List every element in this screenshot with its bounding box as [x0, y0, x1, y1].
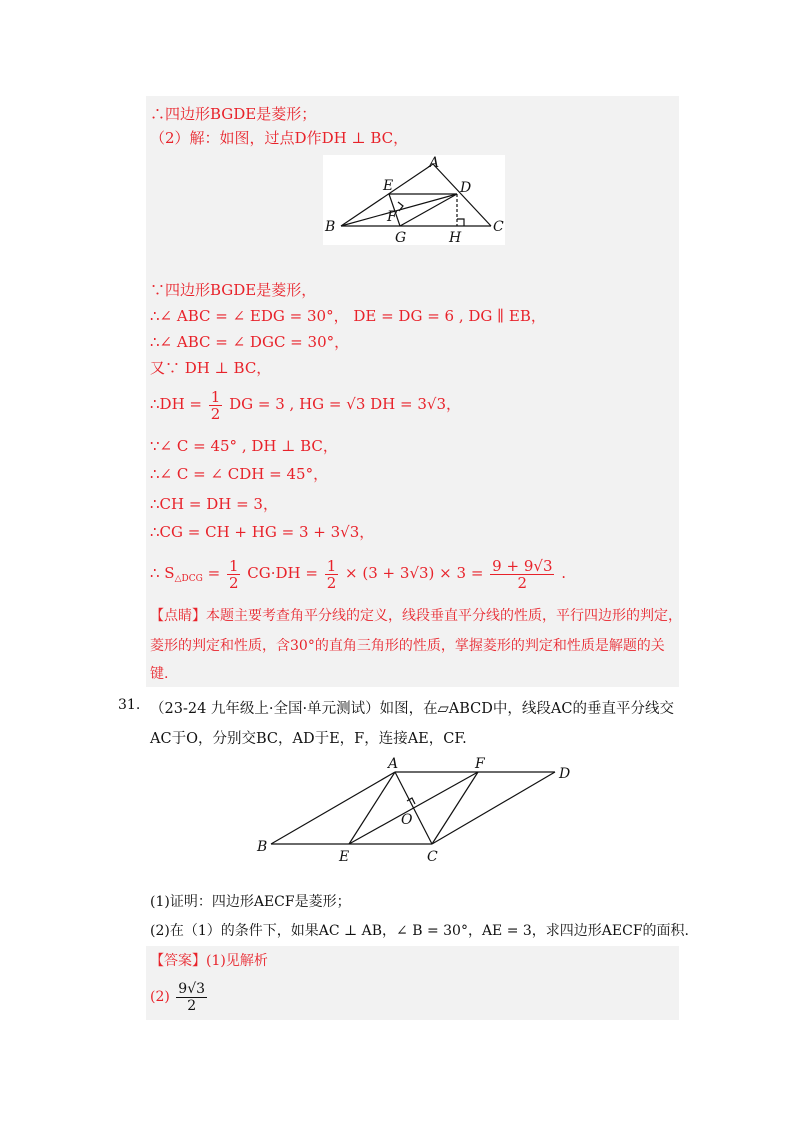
answer-line-1: 【答案】(1)见解析 [150, 953, 268, 969]
solution-line-5: ∴∠ ABC = ∠ DGC = 30°， [150, 333, 350, 351]
label-F: F [387, 209, 397, 225]
label-G: G [395, 230, 407, 245]
label-O: O [401, 812, 413, 828]
question-part-1: (1)证明：四边形AECF是菱形； [150, 894, 351, 910]
figure-parallelogram-abcd [255, 752, 605, 867]
question-line-2: AC于O，分别交BC，AD于E，F，连接AE，CF. [150, 731, 467, 747]
solution-line-9: ∴∠ C = ∠ CDH = 45°， [150, 465, 329, 483]
question-number: 31. [118, 697, 141, 713]
solution-line-2: （2）解：如图，过点D作DH ⊥ BC， [150, 129, 409, 147]
solution-line-3: ∵四边形BGDE是菱形， [150, 281, 317, 299]
label-C: C [427, 849, 438, 865]
label-E: E [383, 178, 394, 194]
label-B: B [325, 219, 336, 235]
question-line-1: （23-24 九年级上·全国·单元测试）如图，在▱ABCD中，线段AC的垂直平分线交 [150, 701, 674, 717]
dianjing-line-1: 【点睛】本题主要考查角平分线的定义，线段垂直平分线的性质，平行四边形的判定， [150, 608, 682, 624]
label-C: C [493, 219, 504, 235]
dianjing-line-2: 菱形的判定和性质，含30°的直角三角形的性质，掌握菱形的判定和性质是解题的关 [150, 638, 665, 654]
solution-line-10: ∴CH = DH = 3， [150, 495, 278, 513]
question-part-2: (2)在（1）的条件下，如果AC ⊥ AB，∠ B = 30°，AE = 3，求四边形AECF的面积. [150, 923, 690, 939]
solution-line-8: ∵∠ C = 45° , DH ⊥ BC， [150, 437, 338, 455]
label-B: B [257, 839, 268, 855]
solution-line-6: 又∵ DH ⊥ BC， [150, 359, 272, 377]
answer-line-2: (2) $\frac{9√3}{2}$ [150, 980, 206, 1014]
label-D: D [559, 766, 571, 782]
label-H: H [449, 230, 462, 245]
solution-line-11: ∴CG = CH + HG = 3 + 3√3， [150, 523, 375, 541]
label-A: A [388, 756, 399, 772]
label-A: A [429, 155, 440, 171]
label-F: F [475, 756, 485, 772]
label-D: D [460, 180, 472, 196]
figure-rhombus-bgde [323, 155, 505, 245]
solution-line-12: ∴ $S_{\triangle DCG}$ = $\frac{1}{2}$ CG·DH = $\frac{1}{2}$ × (3 + 3√3) × 3 = $\frac{9 + 9√3}{2}$ . [150, 556, 567, 592]
solution-line-1: ∴四边形BGDE是菱形； [150, 105, 317, 123]
answer-tag: 【答案】 [150, 953, 206, 969]
dianjing-tag: 【点睛】 [150, 608, 206, 624]
dianjing-line-3: 键. [150, 666, 169, 682]
solution-line-4: ∴∠ ABC = ∠ EDG = 30°， DE = DG = 6 , DG ∥ EB， [150, 307, 546, 325]
solution-line-7: ∴DH = $\frac{1}{2}$ DG = 3 , HG = √3 DH = 3√3， [150, 387, 462, 423]
label-E: E [339, 849, 350, 865]
